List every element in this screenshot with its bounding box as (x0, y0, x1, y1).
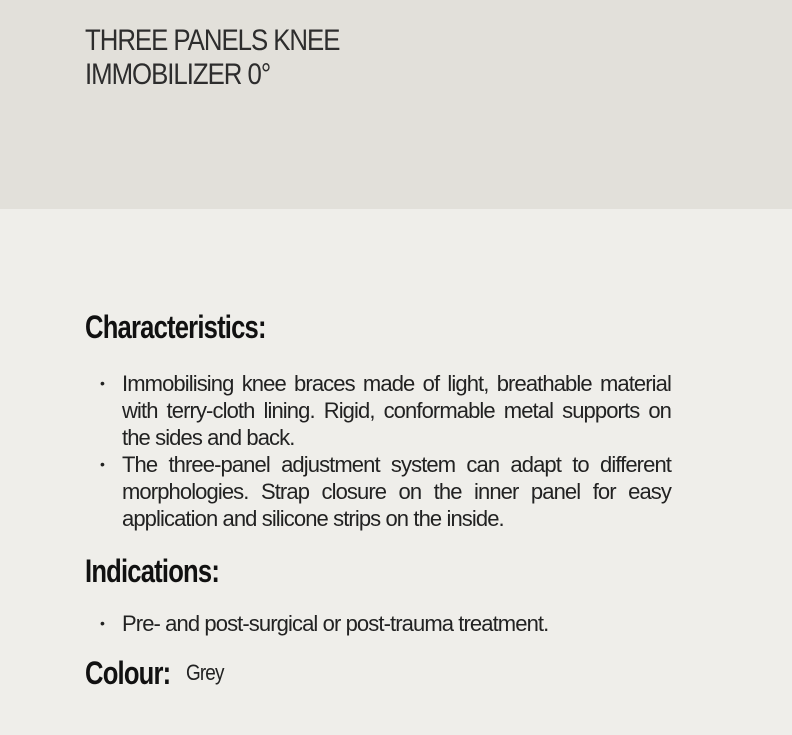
bullet-icon: • (100, 615, 105, 631)
list-item (85, 451, 671, 532)
indications-list (85, 610, 671, 637)
indications-heading: Indications: (85, 553, 220, 589)
bullet-icon: • (100, 456, 105, 472)
product-title-line-1: THREE PANELS KNEE (85, 24, 340, 57)
list-item-text: Pre- and post-surgical or post-trauma treatment. (122, 611, 549, 636)
product-title-line-2: IMMOBILIZER 0° (85, 58, 271, 91)
list-item-text: The three-panel adjustment system can adapt to different morphologies. Strap closure on the inner panel for easy application and silicone strips on the inside. (122, 452, 671, 531)
product-title (85, 24, 339, 92)
list-item-text: Immobilising knee braces made of light, breathable material with terry-cloth lining. Rigid, conformable metal supports on the sides and back. (122, 371, 671, 450)
bullet-icon: • (100, 375, 105, 391)
list-item (85, 370, 671, 451)
header-banner (0, 0, 792, 209)
characteristics-heading: Characteristics: (85, 309, 266, 345)
colour-row (85, 654, 671, 692)
colour-heading: Colour: (85, 655, 171, 691)
product-description (85, 308, 671, 692)
list-item (85, 610, 671, 637)
characteristics-list (85, 370, 671, 532)
colour-value: Grey (186, 660, 224, 685)
